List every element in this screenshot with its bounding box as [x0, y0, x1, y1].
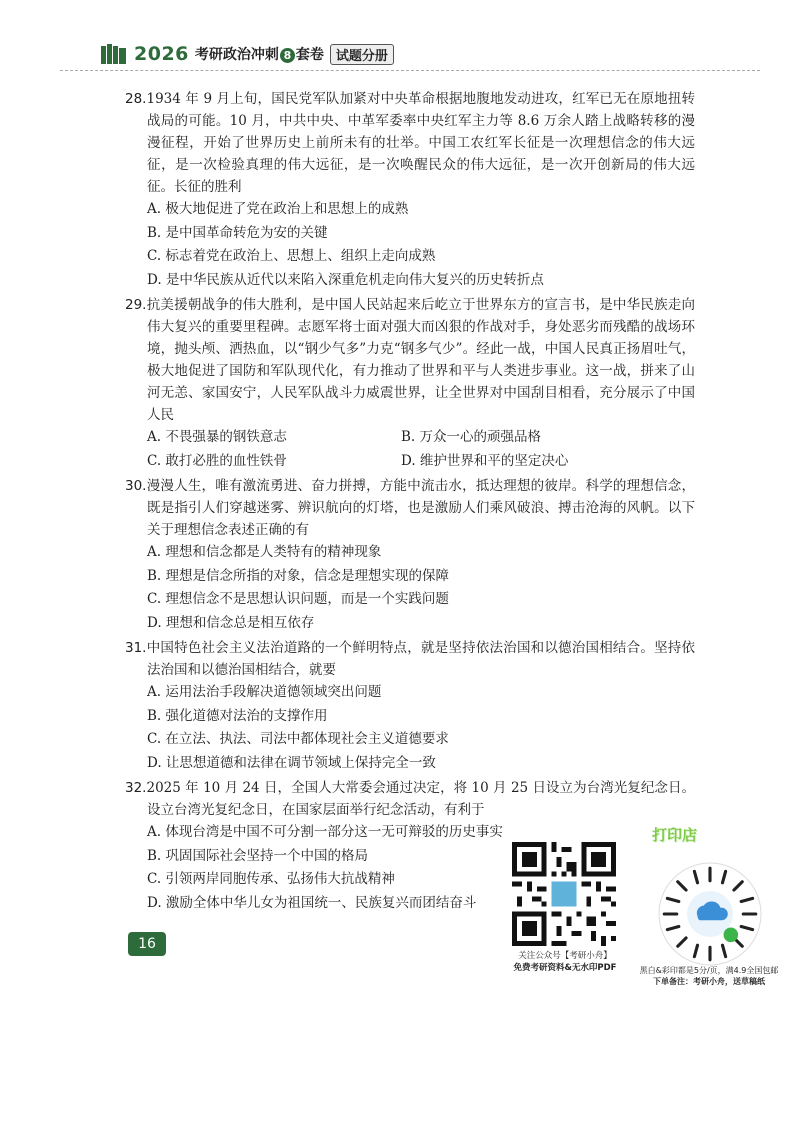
question-number: 30.	[125, 478, 147, 494]
question-stem	[125, 637, 695, 681]
option-c: C. 标志着党在政治上、思想上、组织上走向成熟	[147, 248, 436, 264]
option-b: B. 巩固国际社会坚持一个中国的格局	[147, 847, 369, 864]
question-number: 32.	[125, 780, 147, 796]
option-d: D. 是中华民族从近代以来陷入深重危机走向伟大复兴的历史转折点	[147, 271, 544, 288]
qr-right-caption	[624, 965, 794, 987]
option-a: A. 理想和信念都是人类特有的精神现象	[147, 544, 382, 560]
option-d: D. 激励全体中华儿女为祖国统一、民族复兴而团结奋斗	[147, 894, 477, 911]
question-30	[125, 475, 695, 635]
option-a: A. 运用法治手段解决道德领域突出问题	[147, 684, 382, 700]
qr-right-caption-line1: 黑白&彩印都是5分/页，满4.9全国包邮	[639, 966, 779, 975]
option-c: C. 理想信念不是思想认识问题，而是一个实践问题	[147, 591, 449, 607]
option-b: B. 理想是信念所指的对象，信念是理想实现的保障	[147, 567, 450, 584]
header-divider	[60, 70, 760, 71]
option-b: B. 万众一心的顽强品格	[401, 429, 542, 445]
option-c: C. 引领两岸同胞传承、弘扬伟大抗战精神	[147, 871, 395, 887]
question-stem	[125, 475, 695, 541]
question-31	[125, 637, 695, 775]
option-d: D. 维护世界和平的坚定决心	[401, 452, 569, 469]
wechat-qr-code-icon[interactable]	[512, 842, 616, 946]
question-stem	[125, 88, 695, 198]
question-28	[125, 88, 695, 292]
option-a: A. 不畏强暴的钢铁意志	[147, 429, 287, 445]
qr-left-caption-line2: 免费考研资料&无水印PDF	[513, 963, 617, 973]
option-a: A. 极大地促进了党在政治上和思想上的成熟	[147, 201, 409, 217]
question-stem	[125, 294, 695, 426]
question-number: 28.	[125, 91, 147, 107]
option-c: C. 在立法、执法、司法中都体现社会主义道德要求	[147, 731, 449, 747]
option-grid	[125, 426, 695, 473]
header-tag: 试题分册	[330, 44, 394, 65]
option-d: D. 让思想道德和法律在调节领域上保持完全一致	[147, 754, 436, 771]
header-title-text: 考研政治冲刺	[194, 47, 279, 63]
book-icon	[100, 42, 128, 66]
option-a: A. 体现台湾是中国不可分割一部分这一无可辩驳的历史事实	[147, 824, 503, 840]
print-shop-qr-panel[interactable]	[650, 828, 780, 968]
option-d: D. 理想和信念总是相互依存	[147, 614, 315, 631]
header-set-number: 8	[280, 48, 295, 63]
question-text: 中国特色社会主义法治道路的一个鲜明特点，就是坚持依法治国和以德治国相结合。坚持依法治国和以德治国相结合，就要	[146, 640, 695, 678]
qr-left-caption-line1: 关注公众号【考研小舟】	[518, 951, 612, 961]
mini-program-qr-code-icon[interactable]	[658, 862, 762, 966]
question-number: 31.	[125, 640, 147, 656]
print-shop-logo: 打印店	[652, 826, 698, 844]
page-number: 16	[128, 932, 166, 956]
header-title	[195, 44, 324, 64]
option-b: B. 是中国革命转危为安的关键	[147, 224, 328, 241]
question-text: 抗美援朝战争的伟大胜利，是中国人民站起来后屹立于世界东方的宣言书，是中华民族走向伟大复兴的重要里程碑。志愿军将士面对强大而凶狠的作战对手，身处恶劣而残酷的战场环境，抛头颅、洒热血，以“钢少气多”力克“钢多气少”。经此一战，中国人民真正扬眉吐气，极大地促进了国防和军队现代化，有力推动了世界和平与人类进步事业。这一战，拼来了山河无恙、家国安宁，人民军队战斗力威震世界，让全世界对中国刮目相看，充分展示了中国人民	[146, 297, 695, 423]
question-29	[125, 294, 695, 473]
header-set-suffix: 套卷	[295, 47, 324, 63]
question-number: 29.	[125, 297, 147, 313]
question-text: 1934 年 9 月上旬，国民党军队加紧对中央革命根据地腹地发动进攻，红军已无在原地扭转战局的可能。10 月，中共中央、中革军委率中央红军主力等 8.6 万余人踏上战略转移的漫漫征程，开始了世界历史上前所未有的壮举。中国工农红军长征是一次理想信念的伟大远征，是一次检验真理的伟大远征，是一次唤醒民众的伟大远征，是一次开创新局的伟大远征。长征的胜利	[146, 91, 695, 195]
question-text: 漫漫人生，唯有激流勇进、奋力拼搏，方能中流击水，抵达理想的彼岸。科学的理想信念，既是指引人们穿越迷雾、辨识航向的灯塔，也是激励人们乘风破浪、搏击沧海的风帆。以下关于理想信念表述正确的有	[146, 478, 695, 538]
question-stem	[125, 777, 695, 821]
qr-right-caption-line2: 下单备注：考研小舟，送草稿纸	[653, 977, 765, 986]
qr-left-caption	[490, 950, 640, 974]
option-b: B. 强化道德对法治的支撑作用	[147, 707, 328, 724]
page-header	[100, 40, 394, 68]
option-c: C. 敢打必胜的血性铁骨	[147, 452, 287, 469]
header-year: 2026	[134, 43, 189, 65]
question-text: 2025 年 10 月 24 日，全国人大常委会通过决定，将 10 月 25 日设立为台湾光复纪念日。设立台湾光复纪念日，在国家层面举行纪念活动，有利于	[146, 780, 695, 818]
question-list	[125, 88, 698, 917]
